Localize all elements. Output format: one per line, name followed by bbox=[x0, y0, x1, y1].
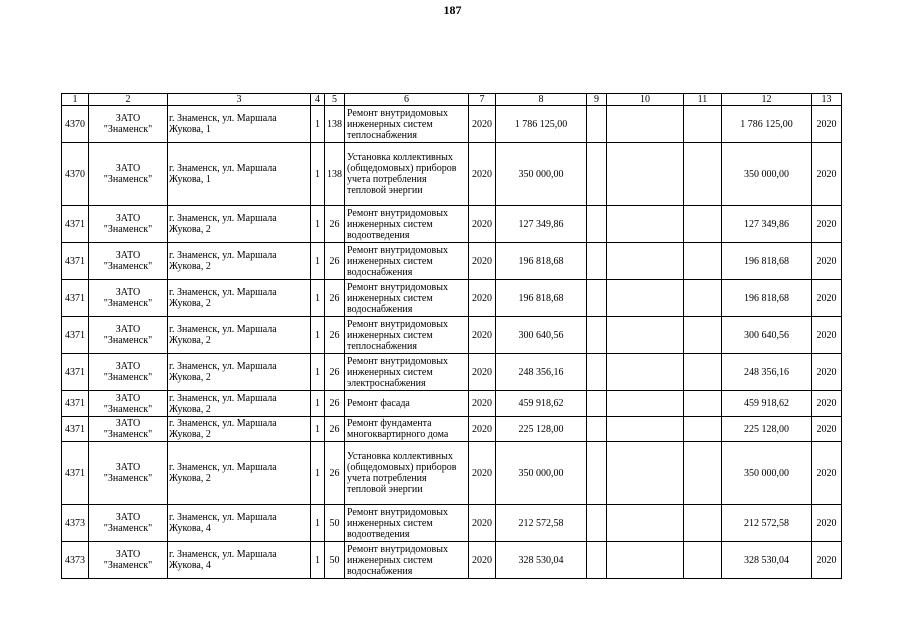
cell-col-11 bbox=[684, 442, 722, 505]
cell-col-5: 138 bbox=[325, 143, 345, 206]
cell-col-10 bbox=[607, 106, 684, 143]
cell-col-5: 26 bbox=[325, 243, 345, 280]
cell-year: 2020 bbox=[469, 243, 496, 280]
cell-cost: 127 349,86 bbox=[496, 206, 587, 243]
cell-col-5: 26 bbox=[325, 280, 345, 317]
cell-cost: 328 530,04 bbox=[496, 542, 587, 579]
cell-address: г. Знаменск, ул. Маршала Жукова, 2 bbox=[168, 391, 311, 417]
cell-house-id: 4371 bbox=[62, 417, 89, 442]
cell-total: 1 786 125,00 bbox=[722, 106, 812, 143]
cell-municipality bbox=[89, 243, 168, 280]
column-header-8: 8 bbox=[496, 94, 587, 106]
municipality-line-2: "Знаменск" bbox=[103, 224, 153, 235]
cell-total: 196 818,68 bbox=[722, 243, 812, 280]
municipality-line-1: ЗАТО bbox=[115, 418, 141, 429]
municipality-line-2: "Знаменск" bbox=[103, 523, 153, 534]
cell-work-type: Ремонт внутридомовых инженерных систем электроснабжения bbox=[345, 354, 469, 391]
cell-col-5: 50 bbox=[325, 542, 345, 579]
cell-address: г. Знаменск, ул. Маршала Жукова, 1 bbox=[168, 106, 311, 143]
cell-col-11 bbox=[684, 354, 722, 391]
column-header-3: 3 bbox=[168, 94, 311, 106]
cell-cost: 196 818,68 bbox=[496, 243, 587, 280]
cell-work-type: Ремонт внутридомовых инженерных систем теплоснабжения bbox=[345, 317, 469, 354]
cell-work-type: Ремонт внутридомовых инженерных систем водоснабжения bbox=[345, 243, 469, 280]
table-row bbox=[62, 143, 842, 206]
cell-col-4: 1 bbox=[311, 206, 325, 243]
cell-address: г. Знаменск, ул. Маршала Жукова, 1 bbox=[168, 143, 311, 206]
cell-address: г. Знаменск, ул. Маршала Жукова, 2 bbox=[168, 442, 311, 505]
cell-year-end: 2020 bbox=[812, 417, 842, 442]
municipality-line-1: ЗАТО bbox=[115, 213, 141, 224]
cell-col-10 bbox=[607, 442, 684, 505]
data-table bbox=[61, 93, 842, 579]
cell-work-type: Ремонт внутридомовых инженерных систем теплоснабжения bbox=[345, 106, 469, 143]
cell-total: 350 000,00 bbox=[722, 143, 812, 206]
cell-total: 212 572,58 bbox=[722, 505, 812, 542]
cell-col-10 bbox=[607, 280, 684, 317]
table-row bbox=[62, 280, 842, 317]
cell-year: 2020 bbox=[469, 317, 496, 354]
cell-work-type: Ремонт внутридомовых инженерных систем водоотведения bbox=[345, 206, 469, 243]
table-row bbox=[62, 442, 842, 505]
cell-address: г. Знаменск, ул. Маршала Жукова, 2 bbox=[168, 280, 311, 317]
table-row bbox=[62, 243, 842, 280]
cell-col-5: 26 bbox=[325, 354, 345, 391]
cell-house-id: 4371 bbox=[62, 280, 89, 317]
cell-col-5: 26 bbox=[325, 206, 345, 243]
cell-year: 2020 bbox=[469, 542, 496, 579]
column-header-6: 6 bbox=[345, 94, 469, 106]
column-header-10: 10 bbox=[607, 94, 684, 106]
cell-col-9 bbox=[587, 442, 607, 505]
municipality-line-1: ЗАТО bbox=[115, 250, 141, 261]
cell-municipality bbox=[89, 106, 168, 143]
cell-col-4: 1 bbox=[311, 442, 325, 505]
municipality-line-1: ЗАТО bbox=[115, 113, 141, 124]
cell-total: 300 640,56 bbox=[722, 317, 812, 354]
cell-year-end: 2020 bbox=[812, 243, 842, 280]
cell-address: г. Знаменск, ул. Маршала Жукова, 2 bbox=[168, 354, 311, 391]
cell-col-10 bbox=[607, 143, 684, 206]
cell-col-11 bbox=[684, 317, 722, 354]
cell-col-10 bbox=[607, 505, 684, 542]
cell-col-11 bbox=[684, 206, 722, 243]
municipality-line-2: "Знаменск" bbox=[103, 335, 153, 346]
cell-col-11 bbox=[684, 143, 722, 206]
cell-col-10 bbox=[607, 542, 684, 579]
cell-col-11 bbox=[684, 243, 722, 280]
municipality-line-1: ЗАТО bbox=[115, 549, 141, 560]
cell-col-5: 26 bbox=[325, 317, 345, 354]
cell-year: 2020 bbox=[469, 206, 496, 243]
municipality-line-1: ЗАТО bbox=[115, 287, 141, 298]
municipality-line-2: "Знаменск" bbox=[103, 261, 153, 272]
cell-year-end: 2020 bbox=[812, 206, 842, 243]
municipality-line-2: "Знаменск" bbox=[103, 473, 153, 484]
cell-house-id: 4373 bbox=[62, 505, 89, 542]
table-row bbox=[62, 391, 842, 417]
column-header-2: 2 bbox=[89, 94, 168, 106]
cell-col-5: 26 bbox=[325, 442, 345, 505]
cell-col-9 bbox=[587, 542, 607, 579]
cell-municipality bbox=[89, 505, 168, 542]
cell-cost: 212 572,58 bbox=[496, 505, 587, 542]
cell-col-10 bbox=[607, 243, 684, 280]
cell-col-5: 50 bbox=[325, 505, 345, 542]
cell-col-5: 26 bbox=[325, 417, 345, 442]
header-row bbox=[62, 94, 842, 106]
table-row bbox=[62, 206, 842, 243]
cell-col-10 bbox=[607, 354, 684, 391]
cell-cost: 1 786 125,00 bbox=[496, 106, 587, 143]
cell-municipality bbox=[89, 542, 168, 579]
municipality-line-2: "Знаменск" bbox=[103, 298, 153, 309]
cell-cost: 350 000,00 bbox=[496, 143, 587, 206]
cell-address: г. Знаменск, ул. Маршала Жукова, 2 bbox=[168, 417, 311, 442]
cell-municipality bbox=[89, 354, 168, 391]
cell-year: 2020 bbox=[469, 391, 496, 417]
municipality-line-2: "Знаменск" bbox=[103, 429, 153, 440]
page-number: 187 bbox=[443, 3, 462, 17]
cell-year: 2020 bbox=[469, 280, 496, 317]
cell-total: 225 128,00 bbox=[722, 417, 812, 442]
column-header-9: 9 bbox=[587, 94, 607, 106]
cell-year-end: 2020 bbox=[812, 143, 842, 206]
cell-col-9 bbox=[587, 505, 607, 542]
column-header-13: 13 bbox=[812, 94, 842, 106]
cell-municipality bbox=[89, 206, 168, 243]
cell-work-type: Установка коллективных (общедомовых) приборов учета потребления тепловой энергии bbox=[345, 143, 469, 206]
column-header-4: 4 bbox=[311, 94, 325, 106]
cell-year: 2020 bbox=[469, 143, 496, 206]
cell-col-4: 1 bbox=[311, 317, 325, 354]
cell-col-9 bbox=[587, 106, 607, 143]
cell-col-9 bbox=[587, 391, 607, 417]
municipality-line-2: "Знаменск" bbox=[103, 174, 153, 185]
table-row bbox=[62, 317, 842, 354]
cell-year-end: 2020 bbox=[812, 317, 842, 354]
cell-total: 248 356,16 bbox=[722, 354, 812, 391]
cell-year-end: 2020 bbox=[812, 391, 842, 417]
cell-col-11 bbox=[684, 542, 722, 579]
column-header-11: 11 bbox=[684, 94, 722, 106]
cell-year: 2020 bbox=[469, 354, 496, 391]
cell-col-9 bbox=[587, 417, 607, 442]
cell-col-4: 1 bbox=[311, 505, 325, 542]
cell-work-type: Ремонт внутридомовых инженерных систем водоснабжения bbox=[345, 542, 469, 579]
cell-col-11 bbox=[684, 391, 722, 417]
municipality-line-1: ЗАТО bbox=[115, 392, 141, 404]
municipality-line-2: "Знаменск" bbox=[103, 403, 153, 415]
cell-work-type: Ремонт внутридомовых инженерных систем водоотведения bbox=[345, 505, 469, 542]
cell-col-11 bbox=[684, 106, 722, 143]
cell-col-4: 1 bbox=[311, 243, 325, 280]
cell-col-9 bbox=[587, 206, 607, 243]
cell-house-id: 4371 bbox=[62, 391, 89, 417]
municipality-line-2: "Знаменск" bbox=[103, 124, 153, 135]
cell-col-4: 1 bbox=[311, 417, 325, 442]
cell-work-type: Ремонт фундамента многоквартирного дома bbox=[345, 417, 469, 442]
cell-house-id: 4371 bbox=[62, 442, 89, 505]
cell-cost: 459 918,62 bbox=[496, 391, 587, 417]
cell-col-4: 1 bbox=[311, 542, 325, 579]
cell-col-11 bbox=[684, 417, 722, 442]
cell-cost: 300 640,56 bbox=[496, 317, 587, 354]
cell-municipality bbox=[89, 417, 168, 442]
cell-address: г. Знаменск, ул. Маршала Жукова, 4 bbox=[168, 542, 311, 579]
cell-col-10 bbox=[607, 317, 684, 354]
cell-municipality bbox=[89, 143, 168, 206]
cell-col-9 bbox=[587, 243, 607, 280]
cell-address: г. Знаменск, ул. Маршала Жукова, 2 bbox=[168, 317, 311, 354]
municipality-line-1: ЗАТО bbox=[115, 361, 141, 372]
cell-total: 350 000,00 bbox=[722, 442, 812, 505]
cell-col-10 bbox=[607, 391, 684, 417]
cell-col-5: 138 bbox=[325, 106, 345, 143]
cell-col-4: 1 bbox=[311, 280, 325, 317]
cell-municipality bbox=[89, 442, 168, 505]
cell-house-id: 4371 bbox=[62, 206, 89, 243]
municipality-line-1: ЗАТО bbox=[115, 512, 141, 523]
cell-cost: 225 128,00 bbox=[496, 417, 587, 442]
cell-col-9 bbox=[587, 143, 607, 206]
column-header-7: 7 bbox=[469, 94, 496, 106]
cell-year: 2020 bbox=[469, 417, 496, 442]
cell-house-id: 4371 bbox=[62, 354, 89, 391]
cell-col-10 bbox=[607, 206, 684, 243]
cell-col-11 bbox=[684, 505, 722, 542]
cell-house-id: 4373 bbox=[62, 542, 89, 579]
cell-work-type: Ремонт внутридомовых инженерных систем водоснабжения bbox=[345, 280, 469, 317]
cell-col-4: 1 bbox=[311, 106, 325, 143]
cell-year-end: 2020 bbox=[812, 542, 842, 579]
cell-year-end: 2020 bbox=[812, 505, 842, 542]
cell-year-end: 2020 bbox=[812, 106, 842, 143]
cell-col-9 bbox=[587, 280, 607, 317]
cell-work-type: Установка коллективных (общедомовых) приборов учета потребления тепловой энергии bbox=[345, 442, 469, 505]
column-header-1: 1 bbox=[62, 94, 89, 106]
cell-col-4: 1 bbox=[311, 143, 325, 206]
column-header-5: 5 bbox=[325, 94, 345, 106]
cell-year: 2020 bbox=[469, 442, 496, 505]
cell-col-9 bbox=[587, 354, 607, 391]
cell-col-10 bbox=[607, 417, 684, 442]
cell-house-id: 4370 bbox=[62, 143, 89, 206]
cell-year-end: 2020 bbox=[812, 354, 842, 391]
table-row bbox=[62, 417, 842, 442]
cell-col-4: 1 bbox=[311, 354, 325, 391]
cell-municipality bbox=[89, 317, 168, 354]
cell-cost: 196 818,68 bbox=[496, 280, 587, 317]
cell-address: г. Знаменск, ул. Маршала Жукова, 2 bbox=[168, 243, 311, 280]
cell-total: 127 349,86 bbox=[722, 206, 812, 243]
cell-year: 2020 bbox=[469, 505, 496, 542]
cell-municipality bbox=[89, 391, 168, 417]
table-row bbox=[62, 505, 842, 542]
cell-col-4: 1 bbox=[311, 391, 325, 417]
cell-cost: 350 000,00 bbox=[496, 442, 587, 505]
cell-total: 196 818,68 bbox=[722, 280, 812, 317]
column-header-12: 12 bbox=[722, 94, 812, 106]
cell-year-end: 2020 bbox=[812, 442, 842, 505]
cell-year: 2020 bbox=[469, 106, 496, 143]
table-row bbox=[62, 542, 842, 579]
municipality-line-1: ЗАТО bbox=[115, 324, 141, 335]
municipality-line-1: ЗАТО bbox=[115, 462, 141, 473]
cell-work-type: Ремонт фасада bbox=[345, 391, 469, 417]
cell-house-id: 4371 bbox=[62, 317, 89, 354]
cell-col-11 bbox=[684, 280, 722, 317]
municipality-line-2: "Знаменск" bbox=[103, 560, 153, 571]
cell-col-5: 26 bbox=[325, 391, 345, 417]
cell-address: г. Знаменск, ул. Маршала Жукова, 2 bbox=[168, 206, 311, 243]
cell-house-id: 4370 bbox=[62, 106, 89, 143]
cell-total: 459 918,62 bbox=[722, 391, 812, 417]
cell-address: г. Знаменск, ул. Маршала Жукова, 4 bbox=[168, 505, 311, 542]
cell-house-id: 4371 bbox=[62, 243, 89, 280]
cell-municipality bbox=[89, 280, 168, 317]
cell-col-9 bbox=[587, 317, 607, 354]
municipality-line-1: ЗАТО bbox=[115, 163, 141, 174]
municipality-line-2: "Знаменск" bbox=[103, 372, 153, 383]
table-row bbox=[62, 106, 842, 143]
cell-year-end: 2020 bbox=[812, 280, 842, 317]
cell-total: 328 530,04 bbox=[722, 542, 812, 579]
table-row bbox=[62, 354, 842, 391]
cell-cost: 248 356,16 bbox=[496, 354, 587, 391]
